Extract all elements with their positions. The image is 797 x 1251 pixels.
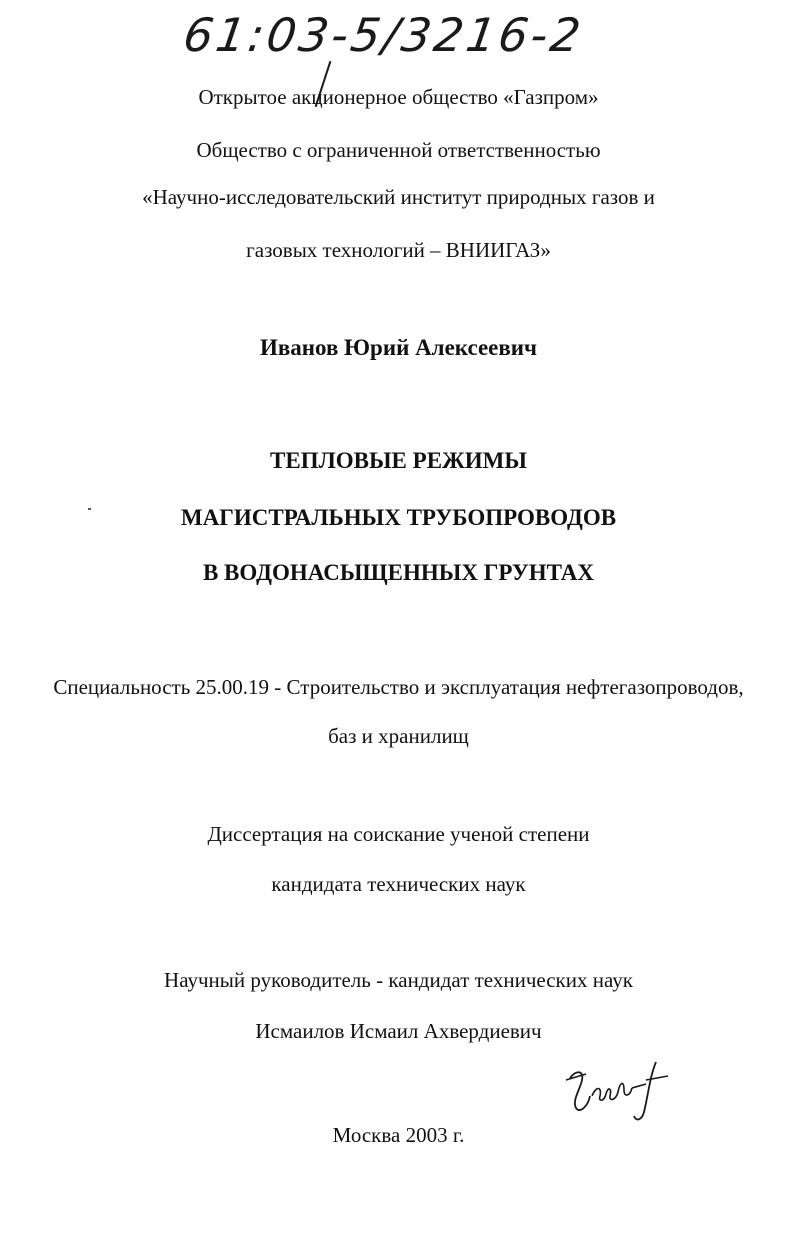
author-name: Иванов Юрий Алексеевич bbox=[259, 335, 538, 360]
organization-line-1: Открытое акционерное общество «Газпром» bbox=[198, 85, 599, 109]
supervisor-line-1: Научный руководитель - кандидат технических наук bbox=[164, 968, 633, 992]
dissertation-degree-line-2: кандидата технических наук bbox=[271, 872, 526, 896]
specialty-line-2: баз и хранилищ bbox=[328, 724, 469, 748]
dissertation-degree-line-1: Диссертация на соискание ученой степени bbox=[207, 822, 590, 846]
specialty-line-1: Специальность 25.00.19 - Строительство и эксплуатация нефтегазопроводов, bbox=[53, 675, 744, 699]
supervisor-name: Исмаилов Исмаил Ахвердиевич bbox=[255, 1019, 542, 1043]
organization-line-3: «Научно-исследовательский институт природных газов и bbox=[142, 185, 655, 209]
handwritten-archive-code: 61:03-5/3216-2 bbox=[180, 8, 587, 62]
handwritten-signature bbox=[562, 1056, 672, 1126]
title-line-1: ТЕПЛОВЫЕ РЕЖИМЫ bbox=[270, 448, 527, 473]
title-line-3: В ВОДОНАСЫЩЕННЫХ ГРУНТАХ bbox=[202, 560, 595, 585]
organization-line-2: Общество с ограниченной ответственностью bbox=[196, 138, 601, 162]
title-line-2: МАГИСТРАЛЬНЫХ ТРУБОПРОВОДОВ bbox=[180, 505, 617, 530]
place-and-year: Москва 2003 г. bbox=[332, 1123, 465, 1147]
organization-line-4: газовых технологий – ВНИИГАЗ» bbox=[246, 238, 551, 262]
